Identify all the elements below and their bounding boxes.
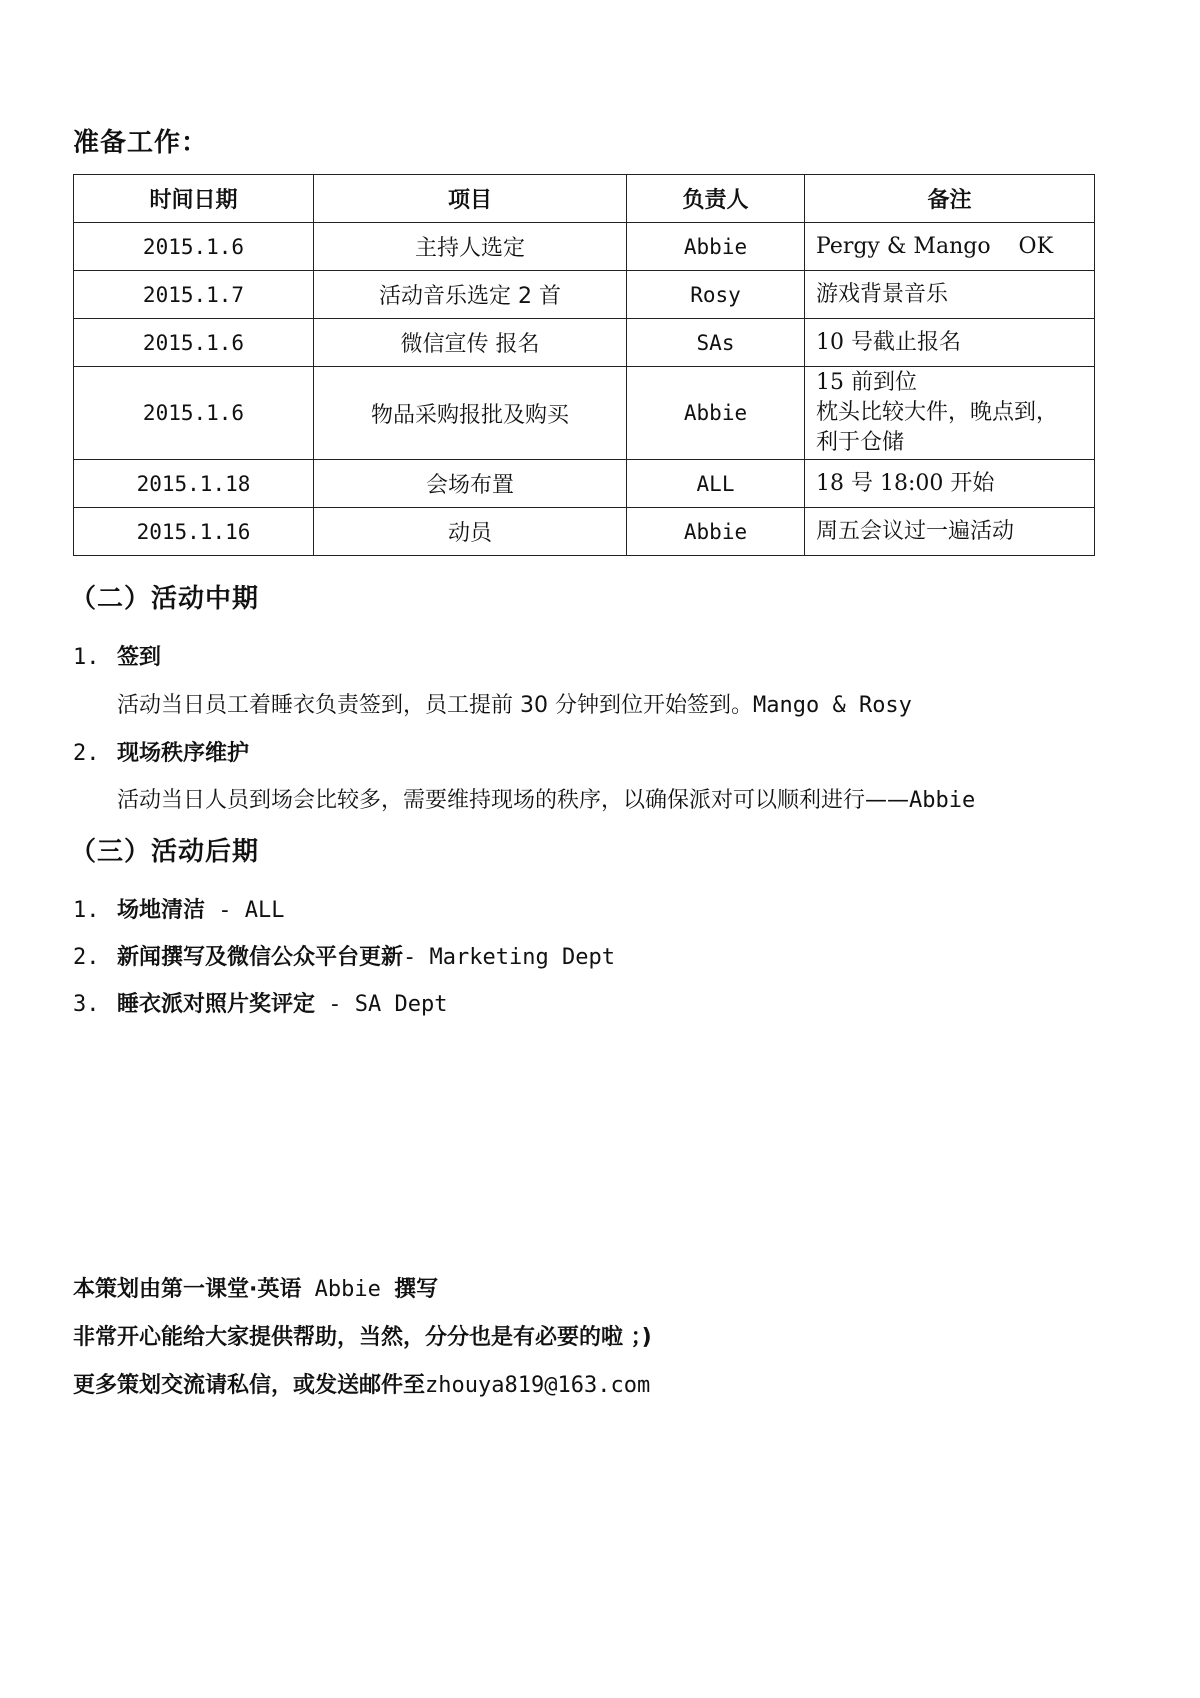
thanks-note: 非常开心能给大家提供帮助，当然，分分也是有必要的啦 ；) bbox=[73, 1325, 652, 1350]
list-owner: - ALL bbox=[205, 898, 285, 923]
section-heading-preparation: 准备工作： bbox=[73, 128, 209, 158]
cell-note bbox=[805, 367, 1095, 460]
cell-item: 微信宣传 报名 bbox=[314, 319, 627, 367]
contact-line bbox=[73, 1368, 650, 1399]
cell-owner: SAs bbox=[627, 319, 805, 367]
cell-date: 2015.1.6 bbox=[74, 367, 314, 460]
header-date: 时间日期 bbox=[74, 175, 314, 223]
table-header-row bbox=[74, 175, 1095, 223]
description-names: Mango & Rosy bbox=[752, 693, 912, 718]
list-number: 3. bbox=[73, 992, 100, 1017]
list-number: 2. bbox=[73, 945, 100, 970]
description-text: 活动当日员工着睡衣负责签到，员工提前 30 分钟到位开始签到。 bbox=[117, 693, 753, 718]
list-description bbox=[117, 688, 912, 719]
cell-note bbox=[805, 223, 1095, 271]
list-owner: - Marketing Dept bbox=[403, 945, 615, 970]
header-note: 备注 bbox=[805, 175, 1095, 223]
note-line: 周五会议过一遍活动 bbox=[816, 518, 1015, 544]
cell-date: 2015.1.16 bbox=[74, 508, 314, 556]
table-row bbox=[74, 508, 1095, 556]
cell-item: 动员 bbox=[314, 508, 627, 556]
note-line: 利于仓储 bbox=[816, 430, 905, 455]
list-label: 签到 bbox=[117, 645, 162, 670]
list-number: 2. bbox=[73, 741, 100, 766]
cell-date: 2015.1.6 bbox=[74, 319, 314, 367]
note-line: 游戏背景音乐 bbox=[816, 281, 949, 307]
author-name: Abbie bbox=[301, 1277, 395, 1302]
author-credit-suffix: 撰写 bbox=[394, 1277, 439, 1302]
note-line: 枕头比较大件，晚点到， bbox=[816, 400, 1059, 425]
cell-note bbox=[805, 508, 1095, 556]
list-label: 现场秩序维护 bbox=[117, 741, 250, 766]
preparation-table bbox=[73, 174, 1095, 556]
table-row bbox=[74, 271, 1095, 319]
list-number: 1. bbox=[73, 898, 100, 923]
author-credit bbox=[73, 1272, 438, 1303]
list-number: 1. bbox=[73, 645, 100, 670]
list-label: 新闻撰写及微信公众平台更新 bbox=[117, 945, 404, 970]
cell-note bbox=[805, 271, 1095, 319]
header-owner: 负责人 bbox=[627, 175, 805, 223]
cell-note bbox=[805, 319, 1095, 367]
contact-text: 更多策划交流请私信，或发送邮件至 bbox=[73, 1373, 426, 1398]
cell-item: 主持人选定 bbox=[314, 223, 627, 271]
cell-owner: Abbie bbox=[627, 367, 805, 460]
section-heading-post: （三）活动后期 bbox=[70, 837, 260, 867]
cell-note bbox=[805, 460, 1095, 508]
list-label: 睡衣派对照片奖评定 bbox=[117, 992, 316, 1017]
cell-date: 2015.1.6 bbox=[74, 223, 314, 271]
note-line: 18 号 18:00 开始 bbox=[816, 470, 995, 496]
cell-item: 活动音乐选定 2 首 bbox=[314, 271, 627, 319]
cell-date: 2015.1.18 bbox=[74, 460, 314, 508]
cell-owner: ALL bbox=[627, 460, 805, 508]
table-row bbox=[74, 460, 1095, 508]
note-line: 10 号截止报名 bbox=[816, 329, 961, 355]
contact-email: zhouya819@163.com bbox=[425, 1373, 651, 1398]
description-names: Abbie bbox=[909, 788, 976, 813]
list-item bbox=[73, 640, 161, 671]
cell-owner: Abbie bbox=[627, 508, 805, 556]
author-credit-text: 本策划由第一课堂·英语 bbox=[73, 1277, 302, 1302]
list-item bbox=[73, 940, 615, 971]
note-line: 15 前到位 bbox=[816, 370, 917, 395]
table-row bbox=[74, 367, 1095, 460]
note-line: Pergy & Mango OK bbox=[816, 233, 1054, 259]
cell-owner: Rosy bbox=[627, 271, 805, 319]
list-item bbox=[73, 893, 285, 924]
list-label: 场地清洁 bbox=[117, 898, 206, 923]
cell-item: 物品采购报批及购买 bbox=[314, 367, 627, 460]
cell-date: 2015.1.7 bbox=[74, 271, 314, 319]
cell-item: 会场布置 bbox=[314, 460, 627, 508]
list-description bbox=[117, 783, 975, 814]
table-row bbox=[74, 223, 1095, 271]
list-owner: - SA Dept bbox=[315, 992, 448, 1017]
description-text: 活动当日人员到场会比较多，需要维持现场的秩序，以确保派对可以顺利进行—— bbox=[117, 788, 910, 813]
list-item bbox=[73, 987, 447, 1018]
list-item bbox=[73, 736, 249, 767]
table-row bbox=[74, 319, 1095, 367]
header-item: 项目 bbox=[314, 175, 627, 223]
cell-owner: Abbie bbox=[627, 223, 805, 271]
section-heading-mid: （二）活动中期 bbox=[70, 584, 260, 614]
